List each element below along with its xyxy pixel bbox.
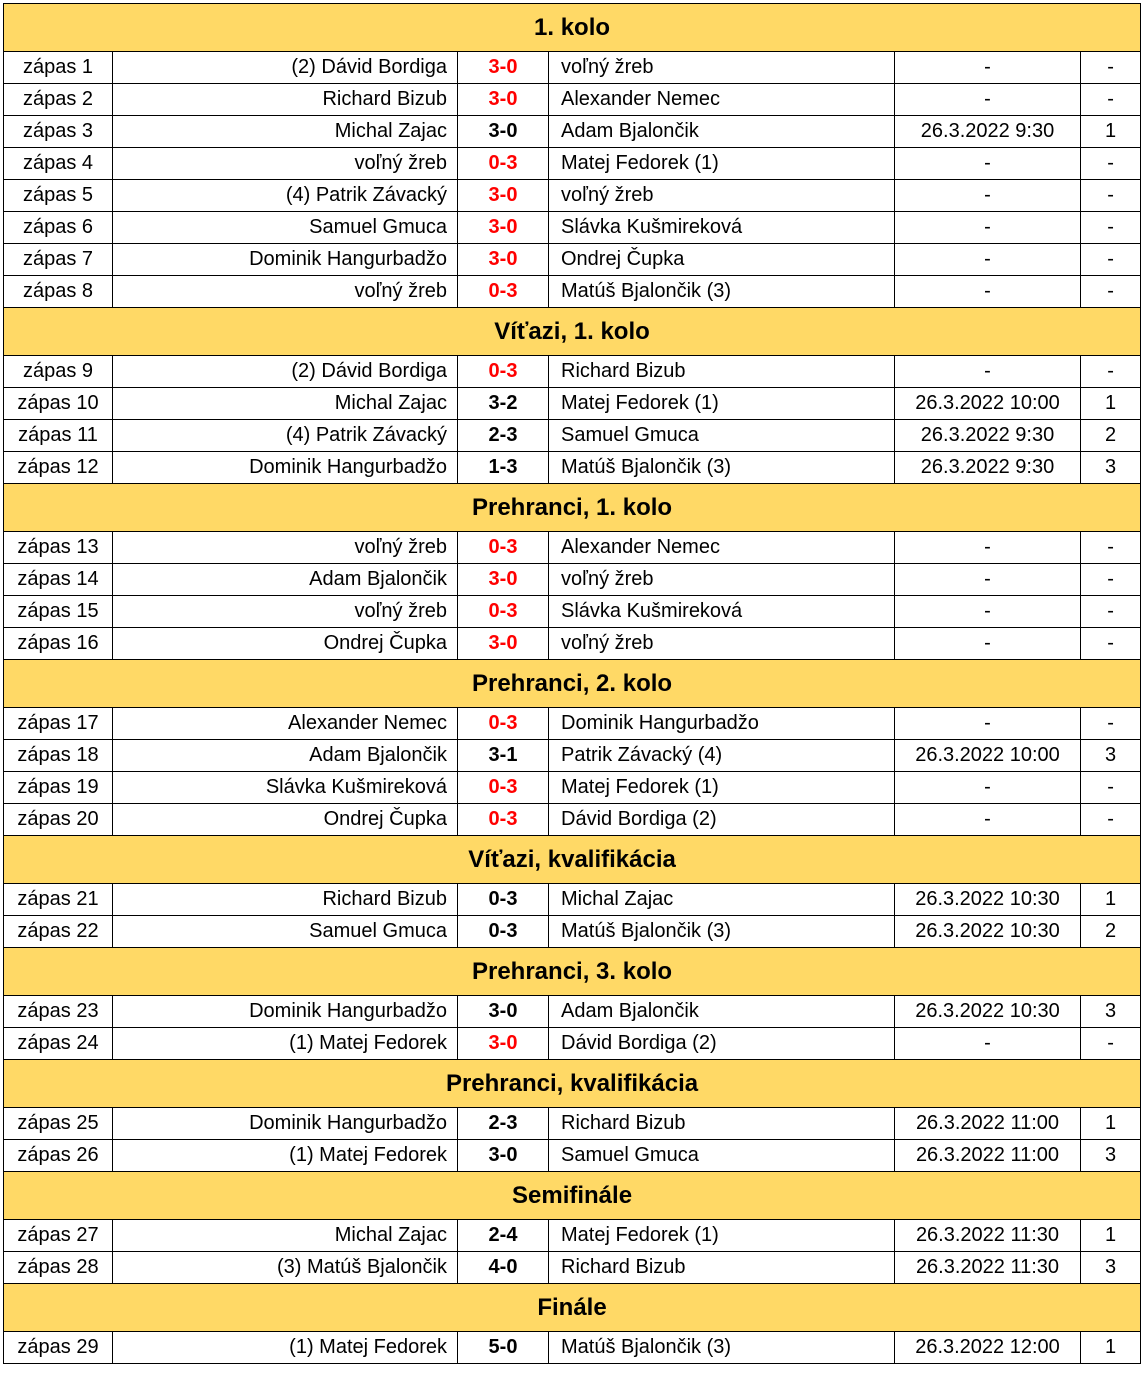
match-row [4,996,1141,1028]
table-number: 1 [1081,1332,1141,1364]
match-number: zápas 21 [4,884,113,916]
match-score: 0-3 [458,708,549,740]
match-row [4,532,1141,564]
home-player: (4) Patrik Závacký [113,420,458,452]
match-score: 0-3 [458,532,549,564]
match-row [4,212,1141,244]
match-row [4,148,1141,180]
home-player: (1) Matej Fedorek [113,1028,458,1060]
match-row [4,356,1141,388]
match-time: - [895,564,1081,596]
match-score: 3-0 [458,244,549,276]
away-player: Matúš Bjalončik (3) [549,276,895,308]
match-time: 26.3.2022 9:30 [895,452,1081,484]
section-header-row [4,948,1141,996]
home-player: Dominik Hangurbadžo [113,1108,458,1140]
away-player: Matúš Bjalončik (3) [549,452,895,484]
section-title: Semifinále [4,1172,1141,1220]
match-time: - [895,532,1081,564]
table-number: - [1081,708,1141,740]
match-number: zápas 9 [4,356,113,388]
match-score: 4-0 [458,1252,549,1284]
section-title: Víťazi, kvalifikácia [4,836,1141,884]
match-number: zápas 24 [4,1028,113,1060]
away-player: Matej Fedorek (1) [549,1220,895,1252]
match-score: 1-3 [458,452,549,484]
match-number: zápas 22 [4,916,113,948]
match-score: 0-3 [458,916,549,948]
match-time: - [895,356,1081,388]
section-title: Prehranci, kvalifikácia [4,1060,1141,1108]
home-player: Michal Zajac [113,388,458,420]
section-title: Prehranci, 3. kolo [4,948,1141,996]
match-score: 3-2 [458,388,549,420]
match-number: zápas 11 [4,420,113,452]
home-player: voľný žreb [113,532,458,564]
section-header-row [4,484,1141,532]
match-score: 0-3 [458,772,549,804]
section-header-row [4,1284,1141,1332]
match-time: - [895,628,1081,660]
home-player: Samuel Gmuca [113,916,458,948]
match-row [4,1140,1141,1172]
match-row [4,596,1141,628]
table-number: - [1081,212,1141,244]
section-header-row [4,660,1141,708]
section-header-row [4,1172,1141,1220]
home-player: Ondrej Čupka [113,804,458,836]
home-player: Michal Zajac [113,1220,458,1252]
table-number: - [1081,532,1141,564]
match-time: - [895,804,1081,836]
home-player: voľný žreb [113,596,458,628]
table-number: 1 [1081,388,1141,420]
match-time: 26.3.2022 11:00 [895,1140,1081,1172]
match-time: - [895,708,1081,740]
home-player: (3) Matúš Bjalončik [113,1252,458,1284]
match-time: - [895,212,1081,244]
match-score: 2-3 [458,420,549,452]
match-row [4,244,1141,276]
table-number: - [1081,180,1141,212]
match-time: 26.3.2022 9:30 [895,116,1081,148]
match-time: - [895,1028,1081,1060]
table-number: 3 [1081,1140,1141,1172]
home-player: Adam Bjalončik [113,740,458,772]
table-number: 1 [1081,1108,1141,1140]
away-player: voľný žreb [549,564,895,596]
table-number: 3 [1081,996,1141,1028]
table-number: 3 [1081,740,1141,772]
schedule-table [3,3,1141,1364]
home-player: Adam Bjalončik [113,564,458,596]
home-player: Samuel Gmuca [113,212,458,244]
match-number: zápas 7 [4,244,113,276]
home-player: (1) Matej Fedorek [113,1140,458,1172]
match-time: 26.3.2022 10:00 [895,740,1081,772]
match-number: zápas 16 [4,628,113,660]
away-player: Matúš Bjalončik (3) [549,916,895,948]
match-score: 3-0 [458,628,549,660]
home-player: Richard Bizub [113,84,458,116]
match-row [4,52,1141,84]
match-score: 0-3 [458,804,549,836]
match-score: 3-0 [458,1140,549,1172]
section-header-row [4,308,1141,356]
match-time: 26.3.2022 10:00 [895,388,1081,420]
home-player: (2) Dávid Bordiga [113,52,458,84]
match-row [4,628,1141,660]
home-player: Richard Bizub [113,884,458,916]
match-row [4,708,1141,740]
match-number: zápas 25 [4,1108,113,1140]
match-number: zápas 4 [4,148,113,180]
home-player: voľný žreb [113,276,458,308]
match-score: 0-3 [458,884,549,916]
away-player: Dominik Hangurbadžo [549,708,895,740]
section-title: Prehranci, 1. kolo [4,484,1141,532]
away-player: Dávid Bordiga (2) [549,1028,895,1060]
match-number: zápas 6 [4,212,113,244]
home-player: (1) Matej Fedorek [113,1332,458,1364]
away-player: Michal Zajac [549,884,895,916]
match-score: 3-0 [458,996,549,1028]
match-time: - [895,180,1081,212]
match-number: zápas 12 [4,452,113,484]
away-player: Dávid Bordiga (2) [549,804,895,836]
table-number: 2 [1081,916,1141,948]
match-time: 26.3.2022 10:30 [895,916,1081,948]
match-row [4,740,1141,772]
match-score: 3-0 [458,1028,549,1060]
match-number: zápas 19 [4,772,113,804]
home-player: Dominik Hangurbadžo [113,452,458,484]
section-header-row [4,4,1141,52]
match-time: 26.3.2022 12:00 [895,1332,1081,1364]
match-time: - [895,276,1081,308]
match-time: - [895,244,1081,276]
match-score: 3-0 [458,84,549,116]
match-time: 26.3.2022 11:00 [895,1108,1081,1140]
section-header-row [4,1060,1141,1108]
table-number: 1 [1081,1220,1141,1252]
table-number: - [1081,244,1141,276]
match-number: zápas 28 [4,1252,113,1284]
table-number: - [1081,628,1141,660]
match-number: zápas 26 [4,1140,113,1172]
match-row [4,804,1141,836]
section-title: Víťazi, 1. kolo [4,308,1141,356]
match-score: 3-0 [458,52,549,84]
match-number: zápas 18 [4,740,113,772]
match-number: zápas 3 [4,116,113,148]
match-time: 26.3.2022 9:30 [895,420,1081,452]
match-number: zápas 27 [4,1220,113,1252]
home-player: Slávka Kušmireková [113,772,458,804]
away-player: Patrik Závacký (4) [549,740,895,772]
match-row [4,1220,1141,1252]
away-player: Slávka Kušmireková [549,596,895,628]
match-score: 3-0 [458,212,549,244]
match-score: 5-0 [458,1332,549,1364]
table-number: 2 [1081,420,1141,452]
table-number: - [1081,564,1141,596]
match-score: 3-1 [458,740,549,772]
away-player: Matúš Bjalončik (3) [549,1332,895,1364]
home-player: Dominik Hangurbadžo [113,996,458,1028]
away-player: Alexander Nemec [549,532,895,564]
away-player: Matej Fedorek (1) [549,772,895,804]
match-number: zápas 5 [4,180,113,212]
tournament-schedule-sheet [3,3,1140,1364]
away-player: Slávka Kušmireková [549,212,895,244]
match-number: zápas 29 [4,1332,113,1364]
match-score: 0-3 [458,148,549,180]
table-number: 3 [1081,1252,1141,1284]
match-number: zápas 8 [4,276,113,308]
home-player: (2) Dávid Bordiga [113,356,458,388]
match-row [4,276,1141,308]
section-header-row [4,836,1141,884]
away-player: Ondrej Čupka [549,244,895,276]
away-player: voľný žreb [549,628,895,660]
table-number: - [1081,84,1141,116]
match-score: 0-3 [458,356,549,388]
match-time: - [895,596,1081,628]
table-number: - [1081,804,1141,836]
away-player: Richard Bizub [549,1252,895,1284]
match-row [4,1332,1141,1364]
match-row [4,884,1141,916]
match-number: zápas 17 [4,708,113,740]
match-row [4,388,1141,420]
section-title: Finále [4,1284,1141,1332]
away-player: Alexander Nemec [549,84,895,116]
match-row [4,420,1141,452]
match-number: zápas 13 [4,532,113,564]
section-title: Prehranci, 2. kolo [4,660,1141,708]
match-number: zápas 15 [4,596,113,628]
home-player: Ondrej Čupka [113,628,458,660]
home-player: Dominik Hangurbadžo [113,244,458,276]
away-player: Samuel Gmuca [549,1140,895,1172]
home-player: Alexander Nemec [113,708,458,740]
match-score: 0-3 [458,276,549,308]
match-time: - [895,148,1081,180]
away-player: Adam Bjalončik [549,996,895,1028]
match-row [4,84,1141,116]
match-time: - [895,52,1081,84]
match-time: - [895,84,1081,116]
away-player: Richard Bizub [549,356,895,388]
table-number: - [1081,596,1141,628]
table-number: - [1081,772,1141,804]
table-number: 3 [1081,452,1141,484]
table-number: - [1081,52,1141,84]
match-row [4,180,1141,212]
away-player: voľný žreb [549,52,895,84]
match-row [4,916,1141,948]
away-player: Matej Fedorek (1) [549,388,895,420]
match-time: - [895,772,1081,804]
away-player: voľný žreb [549,180,895,212]
match-score: 3-0 [458,116,549,148]
table-number: - [1081,276,1141,308]
away-player: Samuel Gmuca [549,420,895,452]
match-number: zápas 1 [4,52,113,84]
match-number: zápas 2 [4,84,113,116]
match-time: 26.3.2022 11:30 [895,1220,1081,1252]
match-score: 3-0 [458,564,549,596]
match-score: 3-0 [458,180,549,212]
table-number: - [1081,356,1141,388]
home-player: (4) Patrik Závacký [113,180,458,212]
match-row [4,1028,1141,1060]
table-number: 1 [1081,116,1141,148]
match-time: 26.3.2022 10:30 [895,996,1081,1028]
table-number: - [1081,1028,1141,1060]
home-player: Michal Zajac [113,116,458,148]
away-player: Matej Fedorek (1) [549,148,895,180]
section-title: 1. kolo [4,4,1141,52]
match-row [4,1108,1141,1140]
match-number: zápas 23 [4,996,113,1028]
match-number: zápas 10 [4,388,113,420]
match-time: 26.3.2022 10:30 [895,884,1081,916]
match-number: zápas 20 [4,804,113,836]
match-time: 26.3.2022 11:30 [895,1252,1081,1284]
table-number: - [1081,148,1141,180]
match-row [4,452,1141,484]
match-number: zápas 14 [4,564,113,596]
away-player: Adam Bjalončik [549,116,895,148]
away-player: Richard Bizub [549,1108,895,1140]
match-row [4,116,1141,148]
match-score: 2-4 [458,1220,549,1252]
match-row [4,772,1141,804]
table-number: 1 [1081,884,1141,916]
home-player: voľný žreb [113,148,458,180]
match-row [4,1252,1141,1284]
match-score: 2-3 [458,1108,549,1140]
match-score: 0-3 [458,596,549,628]
match-row [4,564,1141,596]
